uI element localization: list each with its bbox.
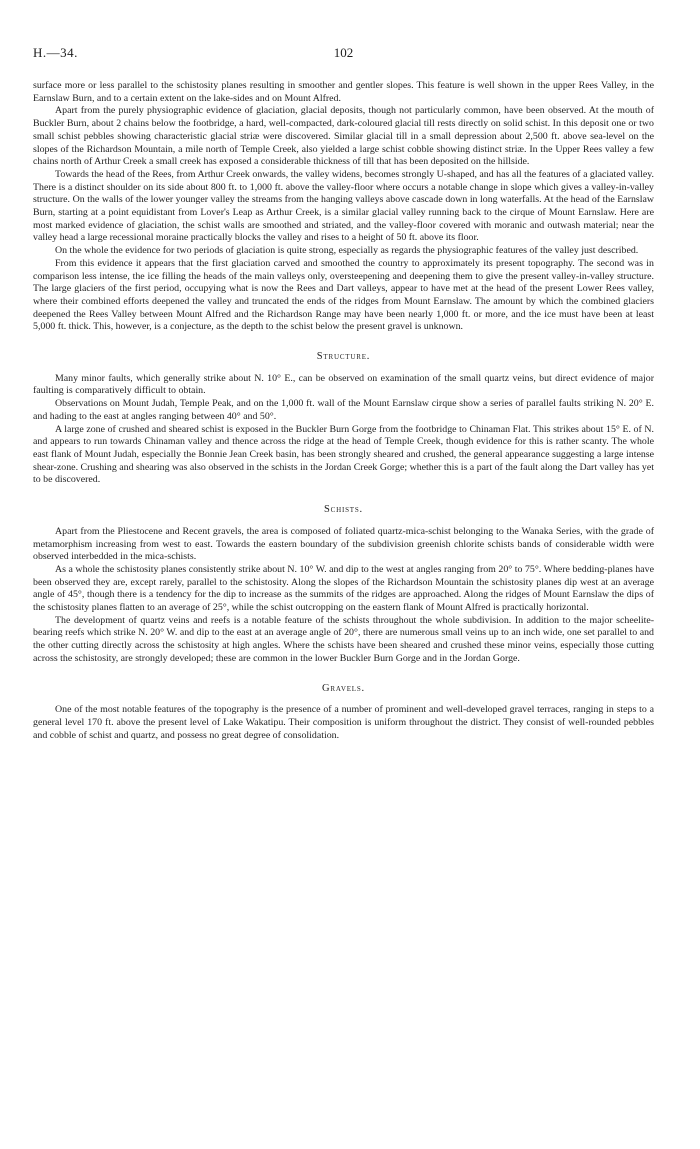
section-heading-gravels: Gravels. [322,682,365,694]
paragraph: One of the most notable features of the topography is the presence of a number of prominent and well-developed gravel terraces, ranging in steps to a general level 170 ft. above the present level of Lake Wakatipu. Their composition is uniform throughout the district. They consist of well-rounded pebbles and cobble of schist and quartz, and possess no great degree of consolidation. [33,704,654,741]
paragraph: On the whole the evidence for two periods of glaciation is quite strong, especially as regards the physiographic features of the valley just described. [55,245,639,257]
document-body [33,80,654,742]
report-reference: H.—34. [33,45,78,60]
page-number: 102 [333,45,354,60]
paragraph: Many minor faults, which generally strike about N. 10° E., can be observed on examination of the small quartz veins, but direct evidence of major faulting is comparatively difficult to obtain. [33,372,654,397]
paragraph: The development of quartz veins and reefs is a notable feature of the schists throughout the whole subdivision. In addition to the major scheelite-bearing reefs which strike N. 20° W. and dip to the east at an average angle of 20°, there are numerous small veins up to an inch wide, one set parallel to and the other cutting directly across the schistosity at high angles. Where the schists have been sheared and crushed these minor veins, especially those cutting across the schistosity, are strongly developed; these are common in the lower Buckler Burn Gorge and in the Jordan Gorge. [33,614,654,664]
paragraph: surface more or less parallel to the schistosity planes resulting in smoother and gentler slopes. This feature is well shown in the upper Rees Valley, in the Earnslaw Burn, and to a certain extent on the lake-sides and on Mount Alfred. [33,80,654,104]
paragraph: As a whole the schistosity planes consistently strike about N. 10° W. and dip to the west at angles ranging from 20° to 75°. Where bedding-planes have been observed they are, except rarely, parallel to the schistosity. Along the slopes of the Richardson Mountain the schistosity planes dip west at an average angle of 45°, though there is a tendency for the dip to increase as the summits of the ridges are approached. Along the ridges of Mount Earnslaw the dips of the schistosity planes flatten to an average of 25°, while the schist outcropping on the eastern flank of Mount Alfred is practically horizontal. [33,563,654,614]
paragraph: A large zone of crushed and sheared schist is exposed in the Buckler Burn Gorge from the footbridge to Chinaman Flat. This strikes about 15° E. of N. and appears to run towards Chinaman valley and thence across the ridge at the head of Temple Creek, though evidence for this is rather scanty. The whole east flank of Mount Judah, especially the Bonnie Jean Creek basin, has been strongly sheared and crushed, the general appearance suggesting a large intense shear-zone. Crushing and shearing was also observed in the schists in the Jordan Creek Gorge; whether this is a part of the fault along the Dart valley has yet to be discovered. [33,423,654,486]
paragraph: From this evidence it appears that the first glaciation carved and smoothed the country to approximately its present topography. The second was in comparison less intense, the ice filling the heads of the main valleys only, oversteepening and deepening them to give the present valley-in-valley structure. The large glaciers of the first period, occupying what is now the Rees and Dart valleys, appear to have met at the head of the present Lower Rees valley, where their combined efforts deepened the valley and truncated the ends of the ridges from Mount Earnslaw. The amount by which the combined glaciers deepened the Rees Valley between Mount Alfred and the Richardson Range may have been nearly 1,000 ft. or more, and the ice must have been at least 5,000 ft. thick. This, however, is a conjecture, as the depth to the schist below the present gravel is unknown. [33,257,654,333]
paragraph: Towards the head of the Rees, from Arthur Creek onwards, the valley widens, becomes strongly U-shaped, and has all the features of a glaciated valley. There is a distinct shoulder on its side about 800 ft. to 1,000 ft. above the valley-floor where occurs a notable change in slope which gives a valley-in-valley structure. On the walls of the lower younger valley the streams from the hanging valleys above cascade down in long waterfalls. At the head of the Earnslaw Burn, starting at a point equidistant from Lover's Leap as Arthur Creek, is a similar glacial valley running back to the cirque of Mount Earnslaw. Here are most marked evidence of glaciation, the schist walls are smoothed and striated, and the valley-floor covered with moranic and outwash material; near the valley head a large recessional moraine practically blocks the valley and rises to a height of 50 ft. above its floor. [33,168,654,244]
section-heading-structure: Structure. [316,351,371,363]
section-heading-schists: Schists. [324,504,363,516]
paragraph: Apart from the Pliestocene and Recent gravels, the area is composed of foliated quartz-mica-schist belonging to the Wanaka Series, with the grade of metamorphism increasing from west to east. Towards the eastern boundary of the subdivision greenish chlorite schists bands of considerable width were observed interbedded in the mica-schists. [33,525,654,563]
paragraph: Observations on Mount Judah, Temple Peak, and on the 1,000 ft. wall of the Mount Earnslaw cirque show a series of parallel faults striking N. 20° E. and hading to the east at angles ranging between 40° and 50°. [33,398,654,422]
page-header [33,45,654,63]
paragraph: Apart from the purely physiographic evidence of glaciation, glacial deposits, though not particularly common, have been observed. At the mouth of Buckler Burn, about 2 chains below the footbridge, a hard, well-compacted, dark-coloured glacial till rests directly on solid schist. In this deposit one or two small schist pebbles showing characteristic glacial striæ were discovered. Similar glacial till in a small depression about 2,500 ft. above sea-level on the slopes of the Richardson Mountain, a mile north of Temple Creek, also yielded a large schist cobble showing distinct striæ. In the Upper Rees valley a few chains north of Arthur Creek a small creek has exposed a considerable thickness of till that has been deposited on the hillside. [33,105,654,168]
